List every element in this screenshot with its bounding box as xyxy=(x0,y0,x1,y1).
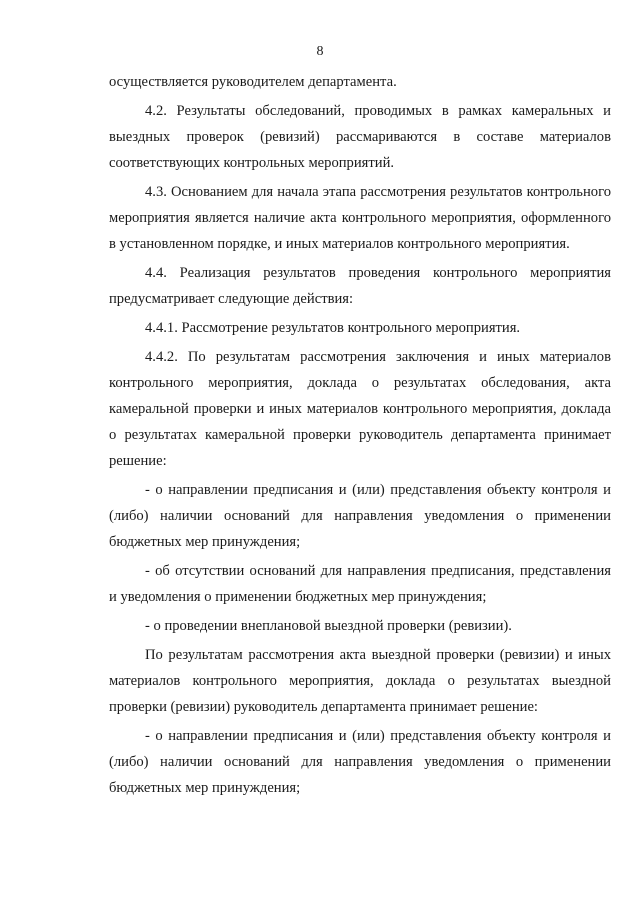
paragraph-4-2: 4.2. Результаты обследований, проводимых в рамках камеральных и выездных проверок (ревизий) рассмариваются в составе материалов соответствующих контрольных мероприятий. xyxy=(109,103,611,171)
list-item-prescription-onsite: - о направлении предписания и (или) представления объекту контроля и (либо) наличии оснований для направления уведомления о применении бюджетных мер принуждения; xyxy=(109,728,611,796)
page-number: 8 xyxy=(316,44,324,59)
document-body xyxy=(109,69,611,804)
list-item-no-grounds: - об отсутствии оснований для направления предписания, представления и уведомления о применении бюджетных мер принуждения; xyxy=(109,563,611,605)
list-item-prescription: - о направлении предписания и (или) представления объекту контроля и (либо) наличии оснований для направления уведомления о применении бюджетных мер принуждения; xyxy=(109,482,611,550)
paragraph-4-4-1: 4.4.1. Рассмотрение результатов контрольного мероприятия. xyxy=(145,320,521,336)
paragraph-4-4-2: 4.4.2. По результатам рассмотрения заключения и иных материалов контрольного мероприятия, доклада о результатах обследования, акта камеральной проверки и иных материалов контрольного мероприятия, доклада о результатах камеральной проверки руководитель департамента принимает решение: xyxy=(109,349,611,469)
list-item-unscheduled-audit: - о проведении внеплановой выездной проверки (ревизии). xyxy=(145,618,512,634)
paragraph-4-3: 4.3. Основанием для начала этапа рассмотрения результатов контрольного мероприятия является наличие акта контрольного мероприятия, оформленного в установленном порядке, и иных материалов контрольного мероприятия. xyxy=(109,184,611,252)
paragraph-continuation: осуществляется руководителем департамента. xyxy=(109,74,397,90)
paragraph-4-4: 4.4. Реализация результатов проведения контрольного мероприятия предусматривает следующие действия: xyxy=(109,265,611,307)
paragraph-onsite-audit-results: По результатам рассмотрения акта выездной проверки (ревизии) и иных материалов контрольного мероприятия, доклада о результатах выездной проверки (ревизии) руководитель департамента принимает решение: xyxy=(109,647,611,715)
